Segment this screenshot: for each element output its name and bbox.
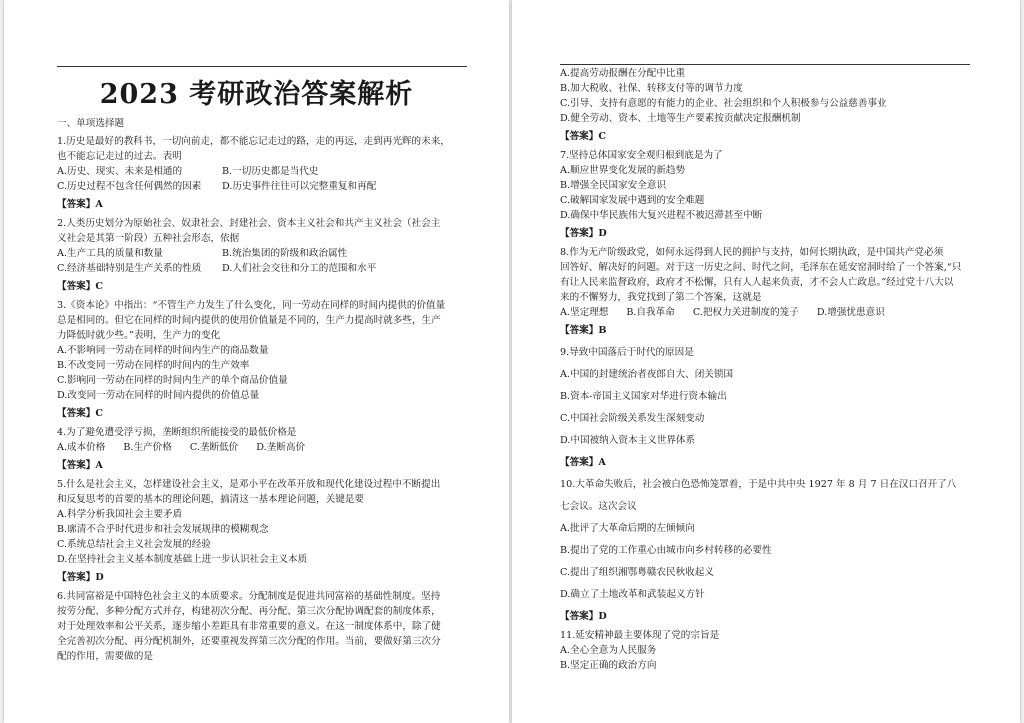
question-3-line: 力降低时就少些。”表明，生产力的变化 [57,330,221,341]
question-1-line: 也不能忘记走过的过去。表明 [57,151,182,162]
option: C.历史过程不包含任何偶然的因素 [57,181,202,192]
answer-3: 【答案】C [57,408,104,419]
option: C.系统总结社会主义社会发展的经验 [57,539,211,550]
question-6-line: 配的作用，需要做的是 [57,651,153,662]
option: D.垄断高价 [256,442,306,453]
question-6-line: 按劳分配、多种分配方式并存，构建初次分配、再分配、第三次分配协调配套的制度体系， [57,606,441,617]
option: C.垄断低价 [189,442,239,453]
question-3-line: 总是相同的。但它在同样的时间内提供的使用价值量是不同的，生产力提高时就多些，生产 [57,315,441,326]
question-8-line: 来的不懈努力，我党找到了第二个答案，这就是 [560,292,762,303]
left-page [4,0,509,723]
option: B.资本-帝国主义国家对华进行资本输出 [560,391,727,402]
option: B.统治集团的阶级和政治属性 [222,248,348,259]
option: C.影响同一劳动在同样的时间内生产的单个商品价值量 [57,375,288,386]
answer-2: 【答案】C [57,281,104,292]
option: D.确立了土地改革和武装起义方针 [560,589,705,600]
option: D.人们社会交往和分工的范围和水平 [222,263,377,274]
question-11-line: 11.延安精神最主要体现了党的宗旨是 [560,630,720,641]
option: D.确保中华民族伟大复兴进程不被迟滞甚至中断 [560,210,763,221]
answer-10: 【答案】D [560,611,607,622]
question-6-line: 6.共同富裕是中国特色社会主义的本质要求。分配制度是促进共同富裕的基础性制度。坚持 [57,591,441,602]
top-rule [57,66,467,67]
question-2-line: 义社会是其第一阶段）五种社会形态，依据 [57,233,240,244]
answer-7: 【答案】D [560,228,607,239]
option: B.一切历史都是当代史 [222,166,319,177]
option: B.加大税收、社保、转移支付等的调节力度 [560,83,743,94]
question-10-line: 七会议。这次会议 [560,501,637,512]
question-9-line: 9.导致中国落后于时代的原因是 [560,347,694,358]
question-7-line: 7.坚持总体国家安全观归根到底是为了 [560,150,723,161]
option: A.全心全意为人民服务 [560,645,657,656]
option: A.中国的封建统治者夜郎自大、闭关锁国 [560,369,734,380]
option: A.坚定理想 [560,307,609,318]
option: C.经济基础特别是生产关系的性质 [57,263,202,274]
question-6-line: 全完善初次分配、再分配机制外，还要重视发挥第三次分配的作用。当前，要做好第三次分 [57,636,441,647]
option: B.不改变同一劳动在同样的时间内的生产效率 [57,360,250,371]
option: C.引导、支持有意愿的有能力的企业、社会组织和个人积极参与公益慈善事业 [560,98,887,109]
right-column [560,66,990,673]
answer-4: 【答案】A [57,460,103,471]
right-page [512,0,1020,723]
question-3-line: 3.《资本论》中指出：“不管生产力发生了什么变化，同一劳动在同样的时间内提供的价值量 [57,300,446,311]
option: B.坚定正确的政治方向 [560,660,657,671]
question-8-line: 8.作为无产阶级政党，如何永远得到人民的拥护与支持，如何长期执政，是中国共产党必须 [560,247,944,258]
option: D.在坚持社会主义基本制度基础上进一步认识社会主义本质 [57,554,308,565]
option: A.成本价格 [57,442,106,453]
question-6-line: 对于处理效率和公平关系，逐步缩小差距具有非常重要的意义。在这一制度体系中，除了健 [57,621,441,632]
option: B.生产价格 [123,442,172,453]
answer-6: 【答案】C [560,131,607,142]
question-5-line: 5.什么是社会主义，怎样建设社会主义，是邓小平在改革开放和现代化建设过程中不断提出 [57,479,441,490]
option: B.自我革命 [626,307,675,318]
question-4-line: 4.为了避免遭受浮亏损，垄断组织所能接受的最低价格是 [57,427,297,438]
option: C.破解国家发展中遇到的安全难题 [560,195,705,206]
question-10-line: 10.大革命失败后，社会被白色恐怖笼罩着，于是中共中央 1927 年 8 月 7 日在汉口召开了八 [560,479,957,490]
option: A.历史、现实、未来是相通的 [57,166,183,177]
option: A.提高劳动报酬在分配中比重 [560,68,686,79]
option: A.顺应世界变化发展的新趋势 [560,165,686,176]
option: C.中国社会阶级关系发生深刻变动 [560,413,705,424]
option: A.生产工具的质量和数量 [57,248,163,259]
option: B.廓清不合乎时代进步和社会发展规律的模糊观念 [57,524,269,535]
answer-8: 【答案】B [560,325,607,336]
answer-1: 【答案】A [57,199,103,210]
option: C.提出了组织湘鄂粤赣农民秋收起义 [560,567,714,578]
option: B.增强全民国家安全意识 [560,180,667,191]
section-heading: 一、单项选择题 [57,118,125,129]
option: B.提出了党的工作重心由城市向乡村转移的必要性 [560,545,772,556]
page-title: 2023 考研政治答案解析 [99,79,414,110]
option: A.批评了大革命后期的左倾倾向 [560,523,695,534]
answer-9: 【答案】A [560,457,606,468]
option: A.不影响同一劳动在同样的时间内生产的商品数量 [57,345,269,356]
answer-5: 【答案】D [57,572,104,583]
question-1-line: 1.历史是最好的教科书，一切向前走，都不能忘记走过的路，走的再远，走到再光辉的未来， [57,136,450,147]
question-8-line: 有让人民来监督政府，政府才不松懈，只有人人起来负责，才不会人亡政息。”经过党十八大以 [560,277,954,288]
option: D.增强忧患意识 [816,307,885,318]
question-5-line: 和反复思考的首要的基本的理论问题，搞清这一基本理论问题，关键是要 [57,494,364,505]
option: D.中国被纳入资本主义世界体系 [560,435,696,446]
option: C.把权力关进制度的笼子 [692,307,799,318]
option: D.历史事件往往可以完整重复和再配 [222,181,377,192]
question-2-line: 2.人类历史划分为原始社会、奴隶社会、封建社会、资本主义社会和共产主义社会（社会主 [57,218,441,229]
option: D.健全劳动、资本、土地等生产要素按贡献决定报酬机制 [560,113,801,124]
top-rule [560,64,970,65]
option: A.科学分析我国社会主要矛盾 [57,509,183,520]
question-8-line: 回答好、解决好的问题。对于这一历史之问、时代之问，毛泽东在延安窑洞时给了一个答案,“只 [560,262,962,273]
left-column [57,116,482,664]
option: D.改变同一劳动在同样的时间内提供的价值总量 [57,390,260,401]
